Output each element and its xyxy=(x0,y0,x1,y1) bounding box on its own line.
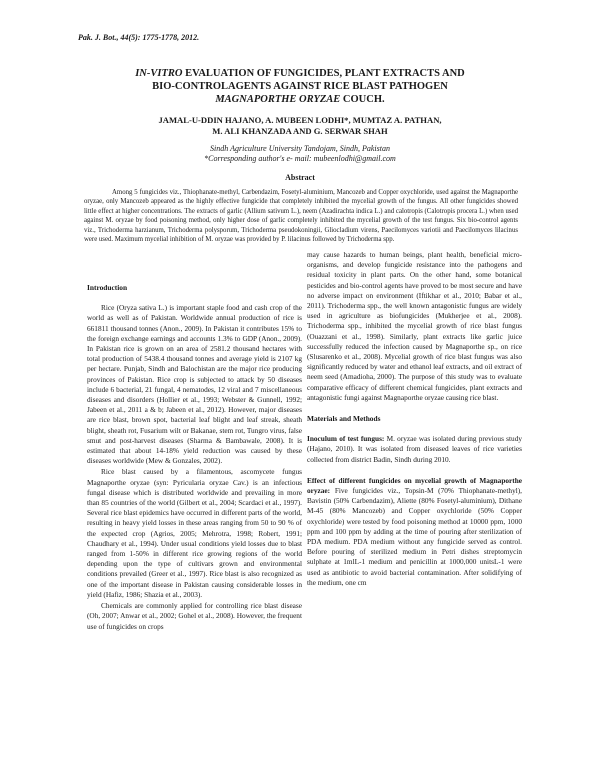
right-column xyxy=(307,250,522,589)
intro-paragraph-4: may cause hazards to human beings, plant health, beneficial micro-organisms, and develop fungicide resistance into the pathogens and residual toxicity in plant parts. On the other hand, some botanical pesticides and bio-control agents have proved to be most secure and have no adverse impact on environment (Iftikhar et al., 2010; Babar et al., 2011). Trichoderma spp., the well known antagonistic fungus are widely used in agriculture as biofungicides (Mukherjee et al., 2008). Trichoderma spp., inhibited the mycelial growth of rice blast fungus (Ouazzani et al., 1998). Similarly, plant extracts like garlic juice successfully reduced the infection caused by Magnaporthe sp., on rice (Slusarenko et al., 2008). Mycelial growth of rice blast fungus was also significantly reduced by water and ethanol leaf extracts, and oil extract of neem seed (Amadioha, 2000). The purpose of this study was to evaluate comparative efficacy of different chemical fungicides, plant extracts and antagonistic fungi against Magnaporthe oryzae causing rice blast. xyxy=(307,250,522,402)
author-line-2: M. ALI KHANZADA AND G. SERWAR SHAH xyxy=(212,126,388,136)
abstract-heading: Abstract xyxy=(285,173,315,182)
corresponding-author-email: *Corresponding author's e- mail: mubeenlodhi@gmail.com xyxy=(204,154,396,163)
author-line-1: JAMAL-U-DDIN HAJANO, A. MUBEEN LODHI*, MUMTAZ A. PATHAN, xyxy=(158,115,442,125)
title-line-1 xyxy=(60,67,540,80)
title-line-3 xyxy=(60,93,540,106)
methods-inoculum-paragraph xyxy=(307,434,522,465)
fungicides-text: Five fungicides viz., Topsin-M (70% Thiophanate-methyl), Bavistin (50% Carbendazim), Aliette (80% Fosetyl-aluminium), Dithane M-45 (80% Mancozeb) and Copper oxychloride (50% Copper oxychloride) were tested by food poisoning method at 10000 ppm, 1000 ppm and 100 ppm by adding at the time of pouring after sterilization of PDA medium. PDA medium without any fungicide served as control. Before pouring of sterilized medium in Petri dishes streptomycin sulphate at 1mlL-1 medium and penicillin at 1000,000 unitsL-1 were used as antibiotic to avoid bacterial contamination. After solidifying of the medium, one cm xyxy=(307,486,522,587)
left-column xyxy=(87,283,302,633)
title-italic-invitro: IN-VITRO xyxy=(135,68,183,79)
paper-title xyxy=(60,67,540,106)
methods-fungicides-paragraph xyxy=(307,476,522,588)
affiliation xyxy=(60,144,540,164)
author-list xyxy=(60,115,540,137)
title-line-2: BIO-CONTROLAGENTS AGAINST RICE BLAST PATHOGEN xyxy=(152,81,448,92)
intro-paragraph-3: Chemicals are commonly applied for controlling rice blast disease (Oh, 2007; Anwar et al., 2002; Gohel et al., 2008). However, the frequent use of fungicides on crops xyxy=(87,601,302,631)
introduction-heading: Introduction xyxy=(87,283,128,292)
title-italic-species: MAGNAPORTHE ORYZAE xyxy=(215,94,341,105)
intro-paragraph-2: Rice blast caused by a filamentous, ascomycete fungus Magnaporthe oryzae (syn: Pyricularia oryzae Cav.) is an infectious fungal disease which is distributed worldwide and prevailing in more than 85 countries of the world (Gilbert et al., 2004; Scardaci et al., 1997). Several rice blast epidemics have occurred in different parts of the world, resulting in heavy yield losses in these areas ranging from 50 to 90 % of the expected crop (Agrios, 2005; Mehrotra, 1998; Robert, 1991; Chaudhary et al., 1994). Under usual conditions yield losses due to blast ranged from 1-50% in different rice growing regions of the world depending upon the type of cultivars grown and environmental conditions prevailed (Greer et al., 1997). Rice blast is also recognized as one of the important disease in Pakistan causing considerable losses in yield (Hafiz, 1986; Shazia et al., 2003). xyxy=(87,467,302,599)
inoculum-text: M. oryzae was isolated during previous study (Hajano, 2010). It was isolated from diseased leaves of rice varieties collected from district Badin, Sindh during 2010. xyxy=(307,434,522,464)
abstract-text: Among 5 fungicides viz., Thiophanate-methyl, Carbendazim, Fosetyl-aluminium, Mancozeb and Copper oxychloride, used against the Magnaporthe oryzae, only Mancozeb appeared as the highly effective fungicide that completely inhibited the mycelial growth of the fungus. All other fungicides showed little effect at higher concentrations. The extracts of garlic (Allium sativum L.), neem (Azadirachta indica L.) and calotropis (Calotropis procera L.) when used against M. oryzae by food poisoning method, only higher dose of garlic completely inhibited the mycelial growth of the test fungus. Six bio-control agents viz., Trichoderma harzianum, Trichoderma polysporum, Trichoderma pseudokoningii, Gliocladium virens, Paecilomyces variotii and Paecilomyces lilacinus were used. Maximum mycelial inhibition of M. oryzae was provided by P. lilacinus followed by Trichoderma spp. xyxy=(84,189,518,244)
inoculum-subheading: Inoculum of test fungus: xyxy=(307,434,385,444)
fungicides-subheading: Effect of different fungicides on mycelial growth of Magnaporthe oryzae: xyxy=(307,475,522,496)
title-line-3-rest: COUCH. xyxy=(340,94,385,105)
methods-heading: Materials and Methods xyxy=(307,414,381,424)
title-line-1-rest: EVALUATION OF FUNGICIDES, PLANT EXTRACTS AND xyxy=(182,68,465,79)
affiliation-line: Sindh Agriculture University Tandojam, Sindh, Pakistan xyxy=(210,144,390,153)
intro-paragraph-1: Rice (Oryza sativa L.) is important staple food and cash crop of the world as well as of Pakistan. Worldwide annual production of rice is 661811 thousand tonnes (Anon., 2009). In Pakistan it contributes 15% to the foreign exchange earnings and accounts 1.3% to GDP (Anon., 2009). In Pakistan rice is grown on an area of 2581.2 thousand hectares with total production of 5438.4 thousand tonnes and average yield is 2107 kg per hectare. Punjab, Sindh and Balochistan are the major rice producing provinces of Pakistan. Rice crop is subjected to attack by 50 diseases include 6 bacterial, 21 fungal, 4 nematodes, 12 viral and 7 miscellaneous diseases and disorders (Hollier et al., 1993; Webster & Gunnell, 1992; Jabeen et al., 2011 a & b; Jabeen et al., 2012). However, major diseases are rice blast, brown spot, bacterial leaf blight and leaf streak, sheath blight, sheath rot, Fusarium wilt or Bakanae, stem rot, Tungro virus, false smut and post-harvest diseases (Sharma & Bambawale, 2008). It is estimated that about 14-18% yield reduction was caused by these diseases worldwide (Mew & Gonzales, 2002). xyxy=(87,303,302,466)
journal-citation: Pak. J. Bot., 44(5): 1775-1778, 2012. xyxy=(78,33,200,42)
